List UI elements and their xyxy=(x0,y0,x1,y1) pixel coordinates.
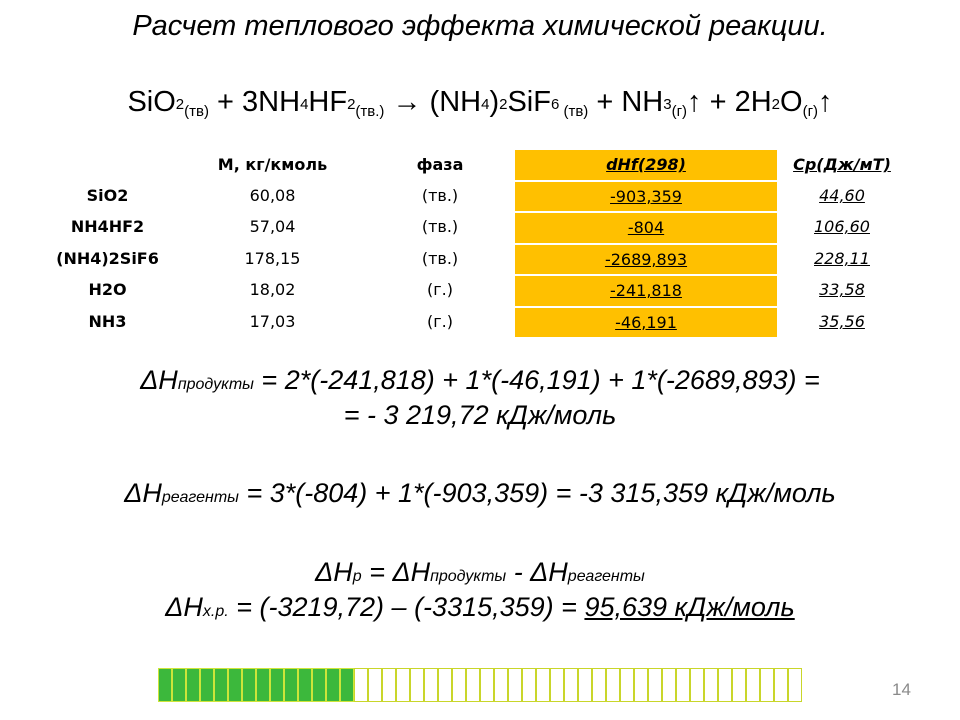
progress-segment-empty xyxy=(746,668,760,702)
progress-segment-empty xyxy=(788,668,802,702)
eq-part: ) xyxy=(489,86,500,118)
progress-segment-empty xyxy=(508,668,522,702)
eq-part: SiF xyxy=(507,86,551,118)
eq-phase: (тв) xyxy=(559,103,589,120)
cell-molar-mass: 178,15 xyxy=(244,248,301,268)
up-arrow-icon: ↑ xyxy=(687,86,702,118)
progress-segment-empty xyxy=(536,668,550,702)
formula-text: = ΔH xyxy=(361,557,431,587)
progress-segment-empty xyxy=(760,668,774,702)
progress-segment-empty xyxy=(704,668,718,702)
cell-phase: (г.) xyxy=(427,280,453,300)
formula-products xyxy=(0,365,960,396)
progress-segment-empty xyxy=(620,668,634,702)
progress-segment-empty xyxy=(438,668,452,702)
delta-h: ΔH xyxy=(315,557,353,587)
progress-segment-filled xyxy=(228,668,242,702)
eq-phase: (г) xyxy=(802,103,819,120)
slide-number: 14 xyxy=(892,680,911,699)
progress-segment-empty xyxy=(410,668,424,702)
progress-segment-filled xyxy=(214,668,228,702)
slide-title: Расчет теплового эффекта химической реакции. xyxy=(132,10,828,42)
progress-segment-empty xyxy=(452,668,466,702)
subscript-label: х.р. xyxy=(202,603,229,620)
cell-phase: (тв.) xyxy=(421,217,459,237)
table-row xyxy=(40,306,907,338)
progress-segment-empty xyxy=(424,668,438,702)
progress-segment-empty xyxy=(774,668,788,702)
subscript-label: продукты xyxy=(430,568,507,585)
progress-segment-empty xyxy=(466,668,480,702)
subscript-label: реагенты xyxy=(161,489,239,506)
cell-dhf: -241,818 xyxy=(515,274,777,306)
progress-segment-filled xyxy=(158,668,172,702)
progress-segment-filled xyxy=(326,668,340,702)
subscript-label: р xyxy=(352,568,362,585)
formula-final xyxy=(0,592,960,623)
progress-segment-filled xyxy=(270,668,284,702)
progress-segment-empty xyxy=(634,668,648,702)
cell-dhf: -903,359 xyxy=(515,180,777,212)
final-result: 95,639 кДж/моль xyxy=(584,592,795,622)
table-row xyxy=(40,211,907,243)
table-row xyxy=(40,180,907,212)
table-row xyxy=(40,274,907,306)
progress-segment-empty xyxy=(522,668,536,702)
eq-index: 4 xyxy=(300,96,309,113)
cell-compound: (NH4)2SiF6 xyxy=(56,248,159,268)
progress-segment-filled xyxy=(172,668,186,702)
eq-part: O xyxy=(780,86,803,118)
formula-definition xyxy=(0,557,960,588)
cell-dhf: -804 xyxy=(515,211,777,243)
cell-compound: H2O xyxy=(88,280,127,300)
cell-dhf: -2689,893 xyxy=(515,243,777,275)
eq-arrow: → (NH xyxy=(384,86,482,118)
eq-part: SiO xyxy=(127,86,176,118)
delta-h: ΔH xyxy=(165,592,203,622)
cell-dhf: -46,191 xyxy=(515,306,777,338)
eq-part: HF xyxy=(308,86,348,118)
eq-part: + 3NH xyxy=(208,86,301,118)
progress-segment-filled xyxy=(298,668,312,702)
table-header-row xyxy=(40,150,907,180)
progress-segment-empty xyxy=(718,668,732,702)
cell-compound: SiO2 xyxy=(86,185,129,205)
progress-segment-empty xyxy=(690,668,704,702)
eq-phase: (тв.) xyxy=(355,103,385,120)
progress-segment-empty xyxy=(494,668,508,702)
progress-segment-empty xyxy=(480,668,494,702)
cell-molar-mass: 60,08 xyxy=(249,185,296,205)
thermo-data-table xyxy=(40,150,907,337)
progress-segment-empty xyxy=(396,668,410,702)
header-cp: Ср(Дж/мТ) xyxy=(793,155,891,175)
header-molar-mass: М, кг/кмоль xyxy=(217,155,328,175)
reaction-equation xyxy=(0,86,960,120)
cell-molar-mass: 18,02 xyxy=(249,280,296,300)
formula-text: = 2*(-241,818) + 1*(-46,191) + 1*(-2689,893) = xyxy=(253,365,820,395)
up-arrow-icon: ↑ xyxy=(818,86,833,118)
table-row xyxy=(40,243,907,275)
progress-segment-filled xyxy=(200,668,214,702)
subscript-label: реагенты xyxy=(567,568,645,585)
progress-segment-empty xyxy=(732,668,746,702)
cell-phase: (тв.) xyxy=(421,248,459,268)
eq-index: 2 xyxy=(771,96,781,113)
slide-progress-bar xyxy=(158,668,802,704)
progress-segment-filled xyxy=(284,668,298,702)
eq-index: 3 xyxy=(663,96,672,113)
progress-segment-filled xyxy=(186,668,200,702)
progress-segment-empty xyxy=(578,668,592,702)
subscript-label: продукты xyxy=(177,376,254,393)
cell-phase: (г.) xyxy=(427,311,453,331)
progress-segment-filled xyxy=(340,668,354,702)
header-phase: фаза xyxy=(416,155,464,175)
progress-segment-empty xyxy=(662,668,676,702)
cell-cp: 228,11 xyxy=(814,248,870,268)
progress-segment-empty xyxy=(354,668,368,702)
eq-phase: (тв) xyxy=(184,103,209,120)
header-dhf: dHf(298) xyxy=(515,150,777,180)
delta-h: ΔH xyxy=(140,365,178,395)
formula-products-result: = - 3 219,72 кДж/моль xyxy=(343,400,617,430)
formula-text: = 3*(-804) + 1*(-903,359) = -3 315,359 кДж/моль xyxy=(238,478,836,508)
formula-text: = (-3219,72) – (-3315,359) = xyxy=(228,592,585,622)
progress-segment-filled xyxy=(242,668,256,702)
eq-index: 2 xyxy=(175,96,185,113)
cell-cp: 33,58 xyxy=(819,280,865,300)
cell-cp: 44,60 xyxy=(819,185,865,205)
eq-index: 2 xyxy=(499,96,508,113)
eq-index: 4 xyxy=(481,96,490,113)
cell-cp: 35,56 xyxy=(819,311,865,331)
cell-molar-mass: 17,03 xyxy=(249,311,296,331)
eq-index: 6 xyxy=(550,96,560,113)
eq-part: + NH xyxy=(588,86,664,118)
formula-text: - ΔH xyxy=(506,557,568,587)
cell-compound: NH3 xyxy=(88,311,127,331)
progress-segment-empty xyxy=(648,668,662,702)
cell-phase: (тв.) xyxy=(421,185,459,205)
progress-segment-empty xyxy=(368,668,382,702)
formula-reagents xyxy=(0,478,960,509)
eq-part: + 2H xyxy=(701,86,772,118)
progress-segment-empty xyxy=(676,668,690,702)
progress-segment-filled xyxy=(256,668,270,702)
eq-index: 2 xyxy=(347,96,356,113)
header-name xyxy=(40,150,175,180)
eq-phase: (г) xyxy=(671,103,688,120)
progress-segment-empty xyxy=(382,668,396,702)
progress-segment-filled xyxy=(312,668,326,702)
cell-molar-mass: 57,04 xyxy=(249,217,296,237)
cell-compound: NH4HF2 xyxy=(70,217,145,237)
cell-cp: 106,60 xyxy=(814,217,870,237)
progress-segment-empty xyxy=(592,668,606,702)
progress-segment-empty xyxy=(606,668,620,702)
progress-segment-empty xyxy=(564,668,578,702)
progress-segment-empty xyxy=(550,668,564,702)
delta-h: ΔH xyxy=(124,478,162,508)
